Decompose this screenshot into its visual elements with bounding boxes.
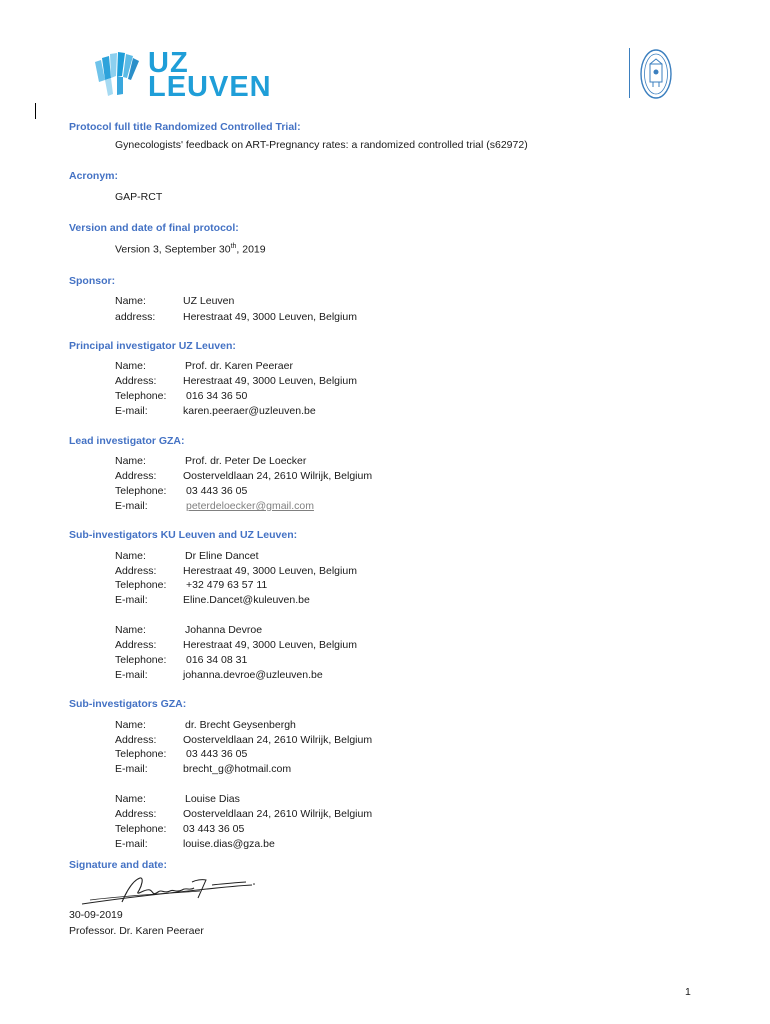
logo-text-leuven: LEUVEN xyxy=(148,71,272,103)
text-cursor xyxy=(35,103,36,119)
pi-name-label: Name: xyxy=(115,360,146,372)
sub-gza-1-address-label: Address: xyxy=(115,734,157,746)
sub-ku-2-address-value: Herestraat 49, 3000 Leuven, Belgium xyxy=(183,639,357,651)
acronym-heading: Acronym: xyxy=(69,170,119,182)
sub-ku-2-email-label: E-mail: xyxy=(115,669,148,681)
sub-gza-2-address-label: Address: xyxy=(115,808,157,820)
sub-gza-1-phone-label: Telephone: xyxy=(115,748,167,760)
sub-gza-1-email-value: brecht_g@hotmail.com xyxy=(183,763,292,775)
sub-gza-2-phone-value: 03 443 36 05 xyxy=(183,823,245,835)
version-text: Version 3, September 30th, 2019 xyxy=(115,243,266,256)
sub-gza-1-name-value: dr. Brecht Geysenbergh xyxy=(185,719,296,731)
sub-ku-1-phone-value: +32 479 63 57 11 xyxy=(186,579,268,591)
lead-address-value: Oosterveldlaan 24, 2610 Wilrijk, Belgium xyxy=(183,470,373,482)
signature-date: 30-09-2019 xyxy=(69,909,123,921)
sub-gza-2-address-value: Oosterveldlaan 24, 2610 Wilrijk, Belgium xyxy=(183,808,373,820)
signer-name: Professor. Dr. Karen Peeraer xyxy=(69,925,204,937)
sub-ku-2-name-value: Johanna Devroe xyxy=(185,624,263,636)
sponsor-heading: Sponsor: xyxy=(69,275,116,287)
pi-phone-label: Telephone: xyxy=(115,390,167,402)
sub-ku-1-email-value: Eline.Dancet@kuleuven.be xyxy=(183,594,310,606)
lead-name-label: Name: xyxy=(115,455,146,467)
sub-ku-2-name-label: Name: xyxy=(115,624,146,636)
sponsor-address-value: Herestraat 49, 3000 Leuven, Belgium xyxy=(183,311,357,323)
sponsor-name-value: UZ Leuven xyxy=(183,295,235,307)
version-heading: Version and date of final protocol: xyxy=(69,222,239,234)
sub-ku-1-address-value: Herestraat 49, 3000 Leuven, Belgium xyxy=(183,565,357,577)
lead-heading: Lead investigator GZA: xyxy=(69,435,185,447)
uz-leuven-logo-mark xyxy=(93,50,141,98)
pi-name-value: Prof. dr. Karen Peeraer xyxy=(185,360,293,372)
sponsor-address-label: address: xyxy=(115,311,156,323)
sub-gza-2-name-value: Louise Dias xyxy=(185,793,240,805)
pi-address-value: Herestraat 49, 3000 Leuven, Belgium xyxy=(183,375,357,387)
lead-email-link[interactable]: peterdeloecker@gmail.com xyxy=(186,500,314,512)
pi-email-label: E-mail: xyxy=(115,405,148,417)
logo-text-uz: UZ xyxy=(148,47,189,79)
seal-divider xyxy=(629,48,630,98)
sub-ku-1-name-value: Dr Eline Dancet xyxy=(185,550,259,562)
sub-ku-1-email-label: E-mail: xyxy=(115,594,148,606)
sub-ku-1-address-label: Address: xyxy=(115,565,157,577)
lead-phone-label: Telephone: xyxy=(115,485,167,497)
pi-heading: Principal investigator UZ Leuven: xyxy=(69,340,236,352)
protocol-title-heading: Protocol full title Randomized Controlled Trial: xyxy=(69,121,301,133)
sub-gza-2-phone-label: Telephone: xyxy=(115,823,167,835)
sub-gza-1-phone-value: 03 443 36 05 xyxy=(186,748,248,760)
lead-email-label: E-mail: xyxy=(115,500,148,512)
sub-gza-2-name-label: Name: xyxy=(115,793,146,805)
acronym-value: GAP-RCT xyxy=(115,191,163,203)
protocol-title-text: Gynecologists' feedback on ART-Pregnancy rates: a randomized controlled trial (s62972) xyxy=(115,139,528,151)
page-number: 1 xyxy=(685,986,691,998)
sub-ku-1-name-label: Name: xyxy=(115,550,146,562)
sub-ku-2-phone-label: Telephone: xyxy=(115,654,167,666)
sub-gza-1-address-value: Oosterveldlaan 24, 2610 Wilrijk, Belgium xyxy=(183,734,373,746)
sub-gza-2-email-value: louise.dias@gza.be xyxy=(183,838,275,850)
lead-name-value: Prof. dr. Peter De Loecker xyxy=(185,455,307,467)
sub-ku-2-address-label: Address: xyxy=(115,639,157,651)
sub-ku-1-phone-label: Telephone: xyxy=(115,579,167,591)
lead-address-label: Address: xyxy=(115,470,157,482)
sponsor-name-label: Name: xyxy=(115,295,146,307)
seal-icon xyxy=(639,48,673,100)
sub-gza-2-email-label: E-mail: xyxy=(115,838,148,850)
signature-heading: Signature and date: xyxy=(69,859,168,871)
pi-address-label: Address: xyxy=(115,375,157,387)
sub-ku-2-email-value: johanna.devroe@uzleuven.be xyxy=(183,669,323,681)
sub-ku-2-phone-value: 016 34 08 31 xyxy=(186,654,248,666)
sub-gza-1-name-label: Name: xyxy=(115,719,146,731)
lead-phone-value: 03 443 36 05 xyxy=(186,485,248,497)
handwritten-signature xyxy=(80,874,260,910)
pi-email-value: karen.peeraer@uzleuven.be xyxy=(183,405,316,417)
pi-phone-value: 016 34 36 50 xyxy=(186,390,248,402)
sub-gza-1-email-label: E-mail: xyxy=(115,763,148,775)
sub-gza-heading: Sub-investigators GZA: xyxy=(69,698,187,710)
sub-ku-heading: Sub-investigators KU Leuven and UZ Leuven: xyxy=(69,529,298,541)
